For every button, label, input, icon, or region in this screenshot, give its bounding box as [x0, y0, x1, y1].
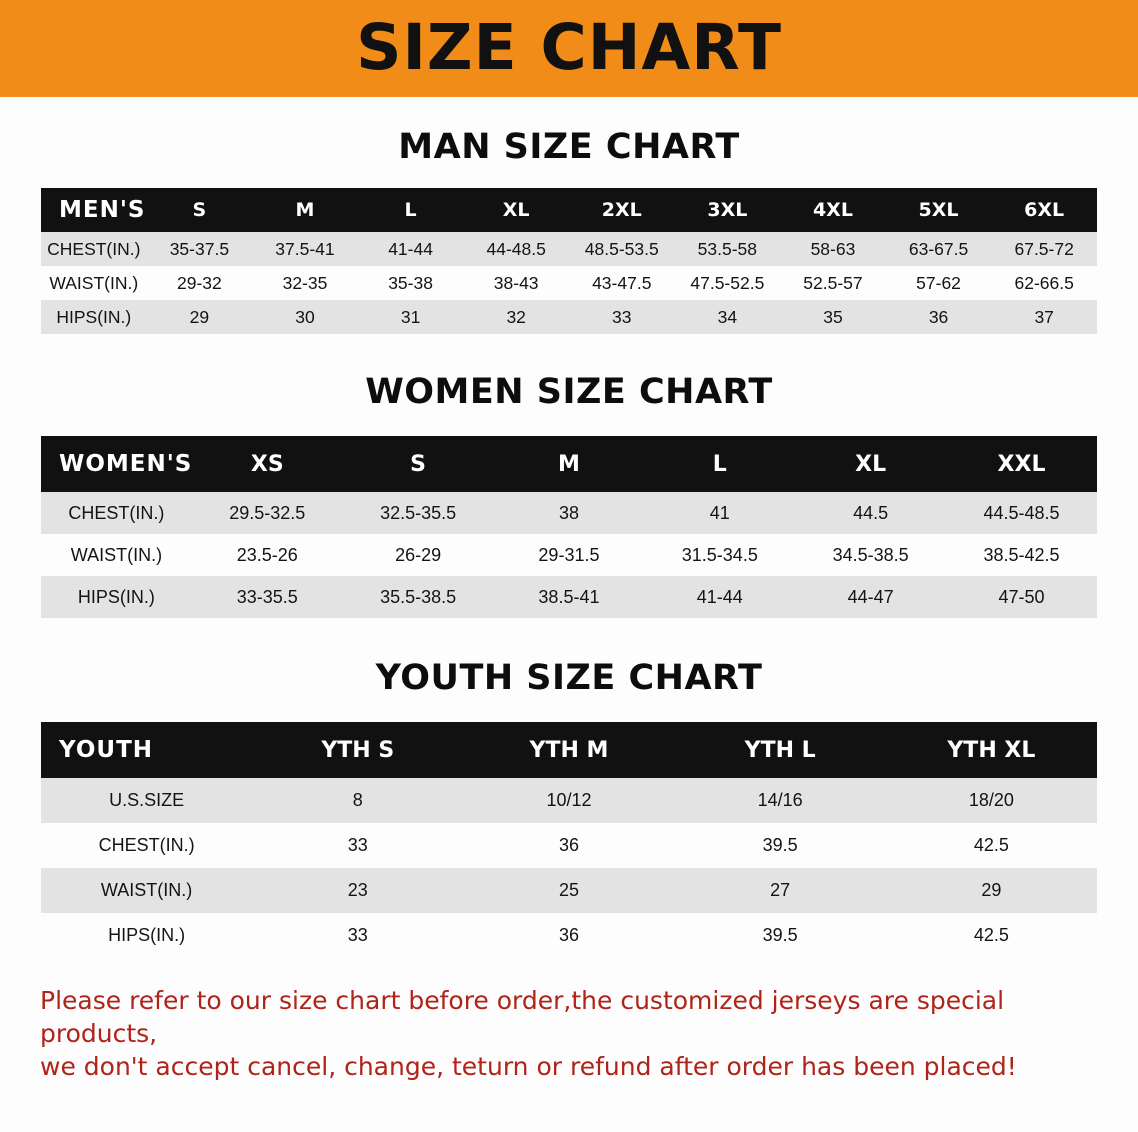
women-header-row — [41, 436, 1097, 492]
women-section-title: WOMEN SIZE CHART — [365, 372, 773, 412]
man-row-label: WAIST(IN.) — [41, 266, 147, 300]
table-cell: 38 — [494, 492, 645, 534]
youth-section-title: YOUTH SIZE CHART — [375, 658, 763, 698]
table-cell: 36 — [463, 913, 674, 958]
table-cell: 29-32 — [147, 266, 253, 300]
women-row-header-label: WOMEN'S — [41, 436, 192, 492]
man-col-header: 6XL — [991, 188, 1097, 232]
youth-table-head — [41, 722, 1097, 778]
youth-col-header: YTH M — [463, 722, 674, 778]
table-cell: 38.5-42.5 — [946, 534, 1097, 576]
man-row-header-label: MEN'S — [41, 188, 147, 232]
table-cell: 35-38 — [358, 266, 464, 300]
table-cell: 23.5-26 — [192, 534, 343, 576]
man-row-label: HIPS(IN.) — [41, 300, 147, 334]
youth-table-wrapper — [0, 698, 1138, 958]
table-row — [41, 778, 1097, 823]
table-row — [41, 232, 1097, 266]
table-cell: 27 — [675, 868, 886, 913]
youth-row-label: HIPS(IN.) — [41, 913, 252, 958]
footer-note-line-2: we don't accept cancel, change, teturn or refund after order has been placed! — [40, 1052, 1017, 1081]
women-col-header: S — [343, 436, 494, 492]
man-col-header: 2XL — [569, 188, 675, 232]
man-col-header: 3XL — [675, 188, 781, 232]
table-row — [41, 823, 1097, 868]
table-cell: 38-43 — [463, 266, 569, 300]
table-cell: 52.5-57 — [780, 266, 886, 300]
youth-row-header-label: YOUTH — [41, 722, 252, 778]
women-row-label: CHEST(IN.) — [41, 492, 192, 534]
table-cell: 44-47 — [795, 576, 946, 618]
man-col-header: 4XL — [780, 188, 886, 232]
youth-size-table — [41, 722, 1097, 958]
table-cell: 23 — [252, 868, 463, 913]
women-col-header: L — [644, 436, 795, 492]
table-cell: 42.5 — [886, 823, 1097, 868]
man-row-label: CHEST(IN.) — [41, 232, 147, 266]
man-col-header: XL — [463, 188, 569, 232]
table-cell: 38.5-41 — [494, 576, 645, 618]
table-cell: 33 — [252, 823, 463, 868]
women-row-label: WAIST(IN.) — [41, 534, 192, 576]
women-col-header: XL — [795, 436, 946, 492]
man-col-header: S — [147, 188, 253, 232]
table-cell: 36 — [463, 823, 674, 868]
table-cell: 31 — [358, 300, 464, 334]
table-cell: 26-29 — [343, 534, 494, 576]
table-cell: 32-35 — [252, 266, 358, 300]
youth-col-header: YTH L — [675, 722, 886, 778]
table-cell: 29-31.5 — [494, 534, 645, 576]
youth-header-row — [41, 722, 1097, 778]
footer-note — [40, 984, 1104, 1083]
table-cell: 35.5-38.5 — [343, 576, 494, 618]
table-cell: 63-67.5 — [886, 232, 992, 266]
table-cell: 35-37.5 — [147, 232, 253, 266]
table-cell: 30 — [252, 300, 358, 334]
footer-note-line-1: Please refer to our size chart before order,the customized jerseys are special products, — [40, 986, 1005, 1048]
table-cell: 44.5-48.5 — [946, 492, 1097, 534]
man-col-header: L — [358, 188, 464, 232]
youth-row-label: U.S.SIZE — [41, 778, 252, 823]
table-cell: 36 — [886, 300, 992, 334]
table-cell: 47.5-52.5 — [675, 266, 781, 300]
table-cell: 18/20 — [886, 778, 1097, 823]
table-row — [41, 913, 1097, 958]
table-cell: 53.5-58 — [675, 232, 781, 266]
table-row — [41, 300, 1097, 334]
table-cell: 32 — [463, 300, 569, 334]
man-col-header: 5XL — [886, 188, 992, 232]
table-cell: 48.5-53.5 — [569, 232, 675, 266]
table-cell: 32.5-35.5 — [343, 492, 494, 534]
table-cell: 33-35.5 — [192, 576, 343, 618]
table-cell: 31.5-34.5 — [644, 534, 795, 576]
table-cell: 41 — [644, 492, 795, 534]
table-cell: 10/12 — [463, 778, 674, 823]
table-cell: 44-48.5 — [463, 232, 569, 266]
man-col-header: M — [252, 188, 358, 232]
table-row — [41, 492, 1097, 534]
table-cell: 34 — [675, 300, 781, 334]
table-cell: 47-50 — [946, 576, 1097, 618]
table-cell: 41-44 — [358, 232, 464, 266]
man-header-row — [41, 188, 1097, 232]
women-col-header: XXL — [946, 436, 1097, 492]
table-cell: 39.5 — [675, 913, 886, 958]
women-table-body — [41, 492, 1097, 618]
table-cell: 41-44 — [644, 576, 795, 618]
table-cell: 35 — [780, 300, 886, 334]
women-row-label: HIPS(IN.) — [41, 576, 192, 618]
table-cell: 39.5 — [675, 823, 886, 868]
table-cell: 8 — [252, 778, 463, 823]
women-table-head — [41, 436, 1097, 492]
man-table-body — [41, 232, 1097, 334]
table-cell: 67.5-72 — [991, 232, 1097, 266]
table-cell: 37 — [991, 300, 1097, 334]
table-cell: 29 — [886, 868, 1097, 913]
table-cell: 34.5-38.5 — [795, 534, 946, 576]
table-cell: 25 — [463, 868, 674, 913]
table-cell: 33 — [569, 300, 675, 334]
youth-col-header: YTH XL — [886, 722, 1097, 778]
women-col-header: M — [494, 436, 645, 492]
women-size-table — [41, 436, 1097, 618]
women-col-header: XS — [192, 436, 343, 492]
table-cell: 29 — [147, 300, 253, 334]
table-cell: 57-62 — [886, 266, 992, 300]
youth-table-body — [41, 778, 1097, 958]
youth-row-label: WAIST(IN.) — [41, 868, 252, 913]
man-table-head — [41, 188, 1097, 232]
youth-row-label: CHEST(IN.) — [41, 823, 252, 868]
table-cell: 62-66.5 — [991, 266, 1097, 300]
table-row — [41, 576, 1097, 618]
women-table-wrapper — [0, 412, 1138, 618]
table-cell: 44.5 — [795, 492, 946, 534]
table-row — [41, 534, 1097, 576]
table-cell: 43-47.5 — [569, 266, 675, 300]
youth-col-header: YTH S — [252, 722, 463, 778]
table-cell: 58-63 — [780, 232, 886, 266]
table-cell: 29.5-32.5 — [192, 492, 343, 534]
table-cell: 33 — [252, 913, 463, 958]
table-row — [41, 868, 1097, 913]
table-row — [41, 266, 1097, 300]
header-banner — [0, 0, 1138, 97]
page-title: SIZE CHART — [356, 11, 782, 84]
table-cell: 14/16 — [675, 778, 886, 823]
table-cell: 37.5-41 — [252, 232, 358, 266]
man-section-title: MAN SIZE CHART — [398, 127, 740, 167]
man-table-wrapper — [0, 167, 1138, 334]
table-cell: 42.5 — [886, 913, 1097, 958]
man-size-table — [41, 188, 1097, 334]
